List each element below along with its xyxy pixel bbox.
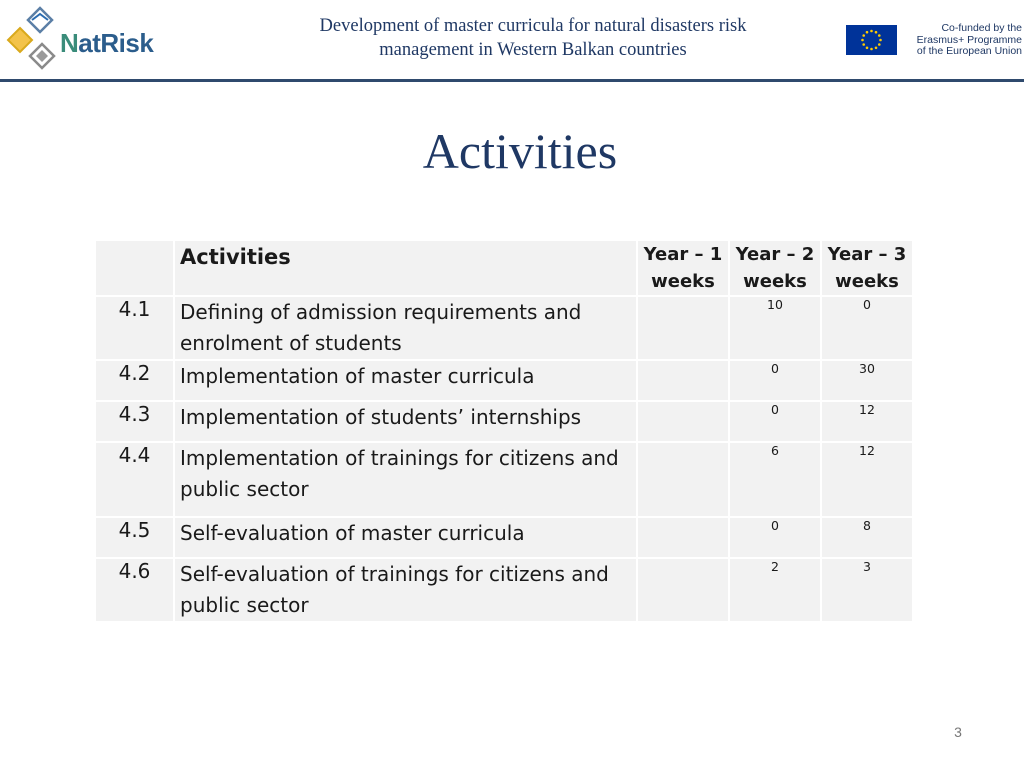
activity-description: Implementation of master curricula bbox=[175, 361, 636, 400]
project-title-line-2: management in Western Balkan countries bbox=[379, 40, 687, 60]
year-1-weeks bbox=[638, 443, 728, 516]
year-1-weeks bbox=[638, 297, 728, 359]
table-header-row bbox=[96, 241, 912, 295]
slide-header bbox=[0, 0, 1024, 80]
year-2-weeks: 2 bbox=[730, 559, 820, 621]
activity-number: 4.3 bbox=[96, 402, 173, 441]
year-1-weeks bbox=[638, 361, 728, 400]
header-year-1: Year – 1 weeks bbox=[638, 241, 728, 295]
activity-number: 4.2 bbox=[96, 361, 173, 400]
eu-cofunding-logo bbox=[846, 22, 1022, 58]
year-3-weeks: 3 bbox=[822, 559, 912, 621]
slide-title: Activities bbox=[422, 123, 618, 179]
activity-number: 4.6 bbox=[96, 559, 173, 621]
year-1-weeks bbox=[638, 518, 728, 557]
table-row bbox=[96, 402, 912, 441]
activity-description: Self-evaluation of trainings for citizens and public sector bbox=[175, 559, 636, 621]
activities-table bbox=[94, 239, 914, 623]
natrisk-diamonds-icon bbox=[6, 6, 66, 70]
activity-number: 4.5 bbox=[96, 518, 173, 557]
page-number: 3 bbox=[954, 724, 962, 740]
activity-description: Implementation of students’ internships bbox=[175, 402, 636, 441]
table-row bbox=[96, 443, 912, 516]
year-1-weeks bbox=[638, 402, 728, 441]
table-row bbox=[96, 559, 912, 621]
header-divider bbox=[0, 79, 1024, 82]
table-row bbox=[96, 361, 912, 400]
year-1-weeks bbox=[638, 559, 728, 621]
year-2-weeks: 6 bbox=[730, 443, 820, 516]
year-2-weeks: 10 bbox=[730, 297, 820, 359]
activity-description: Self-evaluation of master curricula bbox=[175, 518, 636, 557]
project-title-line-1: Development of master curricula for natural disasters risk bbox=[319, 16, 747, 36]
activity-description: Defining of admission requirements and enrolment of students bbox=[175, 297, 636, 359]
eu-flag-icon bbox=[846, 25, 897, 55]
header-year-2: Year – 2 weeks bbox=[730, 241, 820, 295]
natrisk-wordmark: NatRisk bbox=[60, 28, 154, 58]
year-2-weeks: 0 bbox=[730, 361, 820, 400]
year-3-weeks: 0 bbox=[822, 297, 912, 359]
header-number-cell bbox=[96, 241, 173, 295]
header-activities: Activities bbox=[175, 241, 636, 295]
project-title bbox=[258, 14, 808, 62]
year-2-weeks: 0 bbox=[730, 402, 820, 441]
eu-cofunding-text: Co-funded by the Erasmus+ Programme of the European Union bbox=[916, 22, 1022, 57]
table-row bbox=[96, 297, 912, 359]
header-year-3: Year – 3 weeks bbox=[822, 241, 912, 295]
activity-number: 4.4 bbox=[96, 443, 173, 516]
natrisk-logo bbox=[6, 6, 166, 70]
year-3-weeks: 12 bbox=[822, 402, 912, 441]
year-3-weeks: 12 bbox=[822, 443, 912, 516]
year-2-weeks: 0 bbox=[730, 518, 820, 557]
year-3-weeks: 30 bbox=[822, 361, 912, 400]
table-row bbox=[96, 518, 912, 557]
activity-description: Implementation of trainings for citizens and public sector bbox=[175, 443, 636, 516]
year-3-weeks: 8 bbox=[822, 518, 912, 557]
activity-number: 4.1 bbox=[96, 297, 173, 359]
